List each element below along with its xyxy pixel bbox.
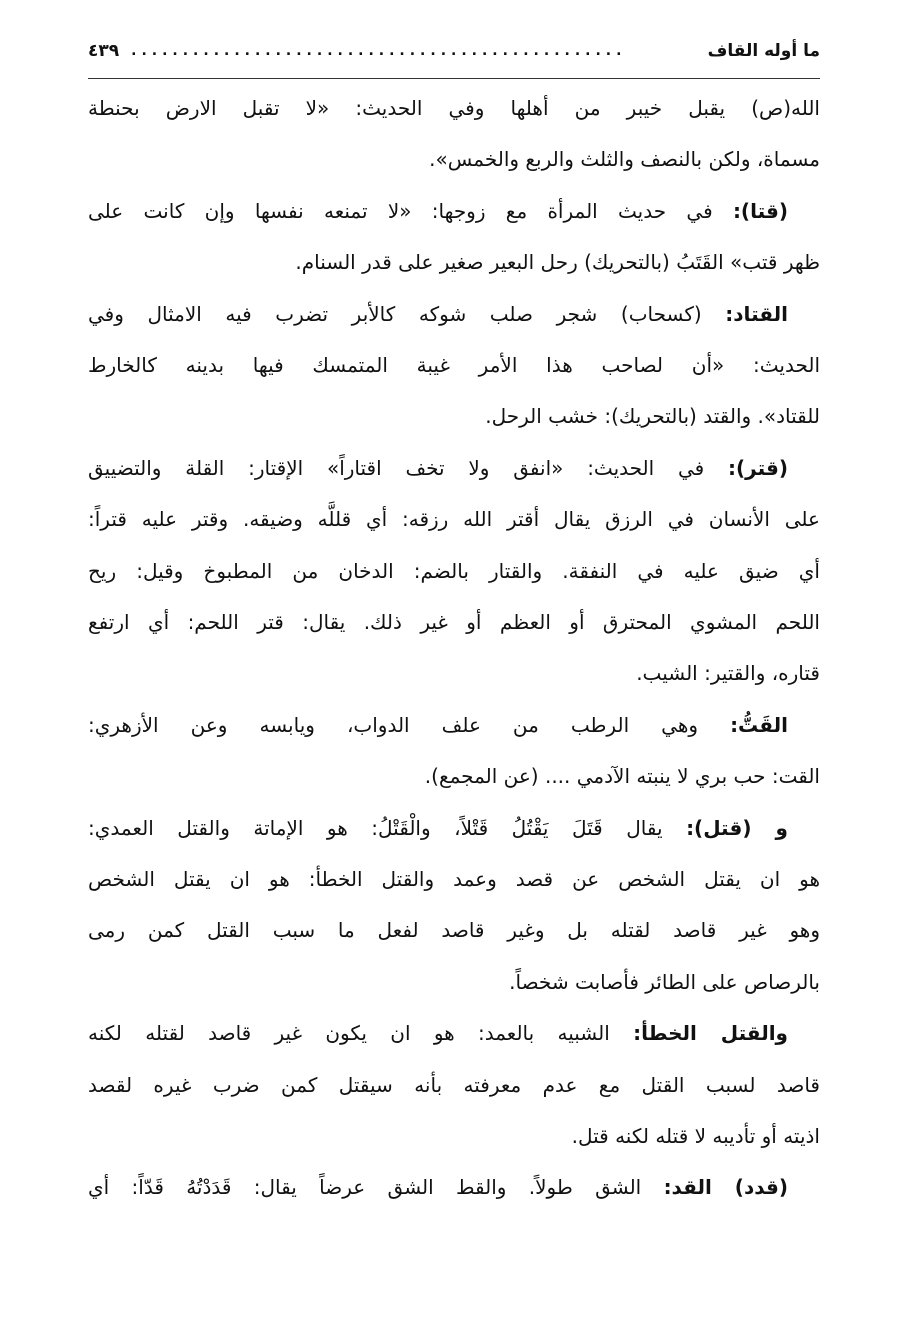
entry-headword: والقتل الخطأ: <box>633 1021 788 1046</box>
entry-headword: (قدد) القد: <box>663 1175 788 1200</box>
text-line <box>88 139 820 179</box>
line-text: اذيته أو تأديبه لا قتله لكنه قتل. <box>571 1124 820 1148</box>
line-text: للقتاد». والقتد (بالتحريك): خشب الرحل. <box>485 404 820 429</box>
text-line <box>88 191 820 231</box>
text-line <box>88 448 820 488</box>
leader-dots: ................................................ <box>131 43 627 59</box>
line-text: هو ان يقتل الشخص عن قصد وعمد والقتل الخطأ: هو ان يقتل الشخص <box>88 867 820 891</box>
header-rule <box>88 78 820 79</box>
line-text: الحديث: «أن لصاحب هذا الأمر غيبة المتمسك فيها بدينه كالخارط <box>88 353 820 377</box>
line-text: اللحم المشوي المحترق أو العظم أو غير ذلك. يقال: قتر اللحم: أي ارتفع <box>88 610 820 634</box>
line-text: بالرصاص على الطائر فأصابت شخصاً. <box>509 969 820 994</box>
line-text: قاصد لسبب القتل مع عدم معرفته بأنه سيقتل كمن ضرب غيره لقصد <box>88 1072 820 1097</box>
line-prefix: و <box>751 815 788 840</box>
running-title: ما أوله القاف <box>707 41 820 61</box>
page-number: ٤٣٩ <box>88 41 120 61</box>
line-text: (كسحاب) شجر صلب شوكه كالأبر تضرب فيه الامثال وفي <box>88 301 726 326</box>
entry-headword: (قتل): <box>686 815 752 840</box>
text-line <box>88 396 820 436</box>
text-line <box>88 551 820 591</box>
line-text: وهو غير قاصد لقتله بل وغير قاصد لفعل ما سبب القتل كمن رمى <box>88 918 820 943</box>
text-line <box>88 499 820 539</box>
entry-headword: (قتر): <box>728 455 788 480</box>
line-text: الشبيه بالعمد: هو ان يكون غير قاصد لقتله لكنه <box>88 1021 634 1046</box>
text-line <box>88 1013 820 1053</box>
line-text: في الحديث: «انفق ولا تخف اقتاراً» الإقتار: القلة والتضييق <box>88 455 729 480</box>
text-line <box>88 242 820 282</box>
text-line <box>88 1167 820 1207</box>
line-text: على الأنسان في الرزق يقال أقتر الله رزقه: أي قللَّه وضيقه. وقتر عليه قتراً: <box>88 507 820 532</box>
text-line <box>88 859 820 899</box>
text-line <box>88 294 820 334</box>
entry-headword: القَتُّ: <box>730 712 788 737</box>
text-line <box>88 1065 820 1105</box>
entry-headword: القتاد: <box>725 301 788 326</box>
text-line <box>88 705 820 745</box>
line-text: قتاره، والقتير: الشيب. <box>636 661 820 686</box>
text-line <box>88 88 820 128</box>
line-text: ظهر قتب» القَتَبُ (بالتحريك) رحل البعير صغير على قدر السنام. <box>295 250 820 275</box>
text-line <box>88 653 820 693</box>
text-line <box>88 910 820 950</box>
text-line <box>88 808 820 848</box>
text-line <box>88 345 820 385</box>
line-text: يقال قَتَلَ يَقْتُلُ قَتْلاً، والْقَتْلُ: هو الإماتة والقتل العمدي: <box>88 815 687 840</box>
text-line <box>88 602 820 642</box>
line-text: الشق طولاً. والقط الشق عرضاً يقال: قَدَدْتُهُ قَدّاً: أي <box>88 1175 664 1200</box>
text-line <box>88 1116 820 1156</box>
line-text: الله(ص) يقبل خيبر من أهلها وفي الحديث: «لا تقبل الارض بحنطة <box>88 96 820 120</box>
line-text: أي ضيق عليه في النفقة. والقتار بالضم: الدخان من المطبوخ وقيل: ريح <box>88 558 820 583</box>
page-header <box>88 36 820 66</box>
line-text: مسماة، ولكن بالنصف والثلث والربع والخمس». <box>429 147 820 172</box>
entry-headword: (قتا): <box>732 198 788 223</box>
text-line <box>88 756 820 796</box>
line-text: وهي الرطب من علف الدواب، ويابسه وعن الأزهري: <box>88 712 731 737</box>
line-text: القت: حب بري لا ينبته الآدمي .... (عن المجمع). <box>424 764 820 789</box>
line-text: في حديث المرأة مع زوجها: «لا تمنعه نفسها وإن كانت على <box>88 198 733 223</box>
text-line <box>88 962 820 1002</box>
